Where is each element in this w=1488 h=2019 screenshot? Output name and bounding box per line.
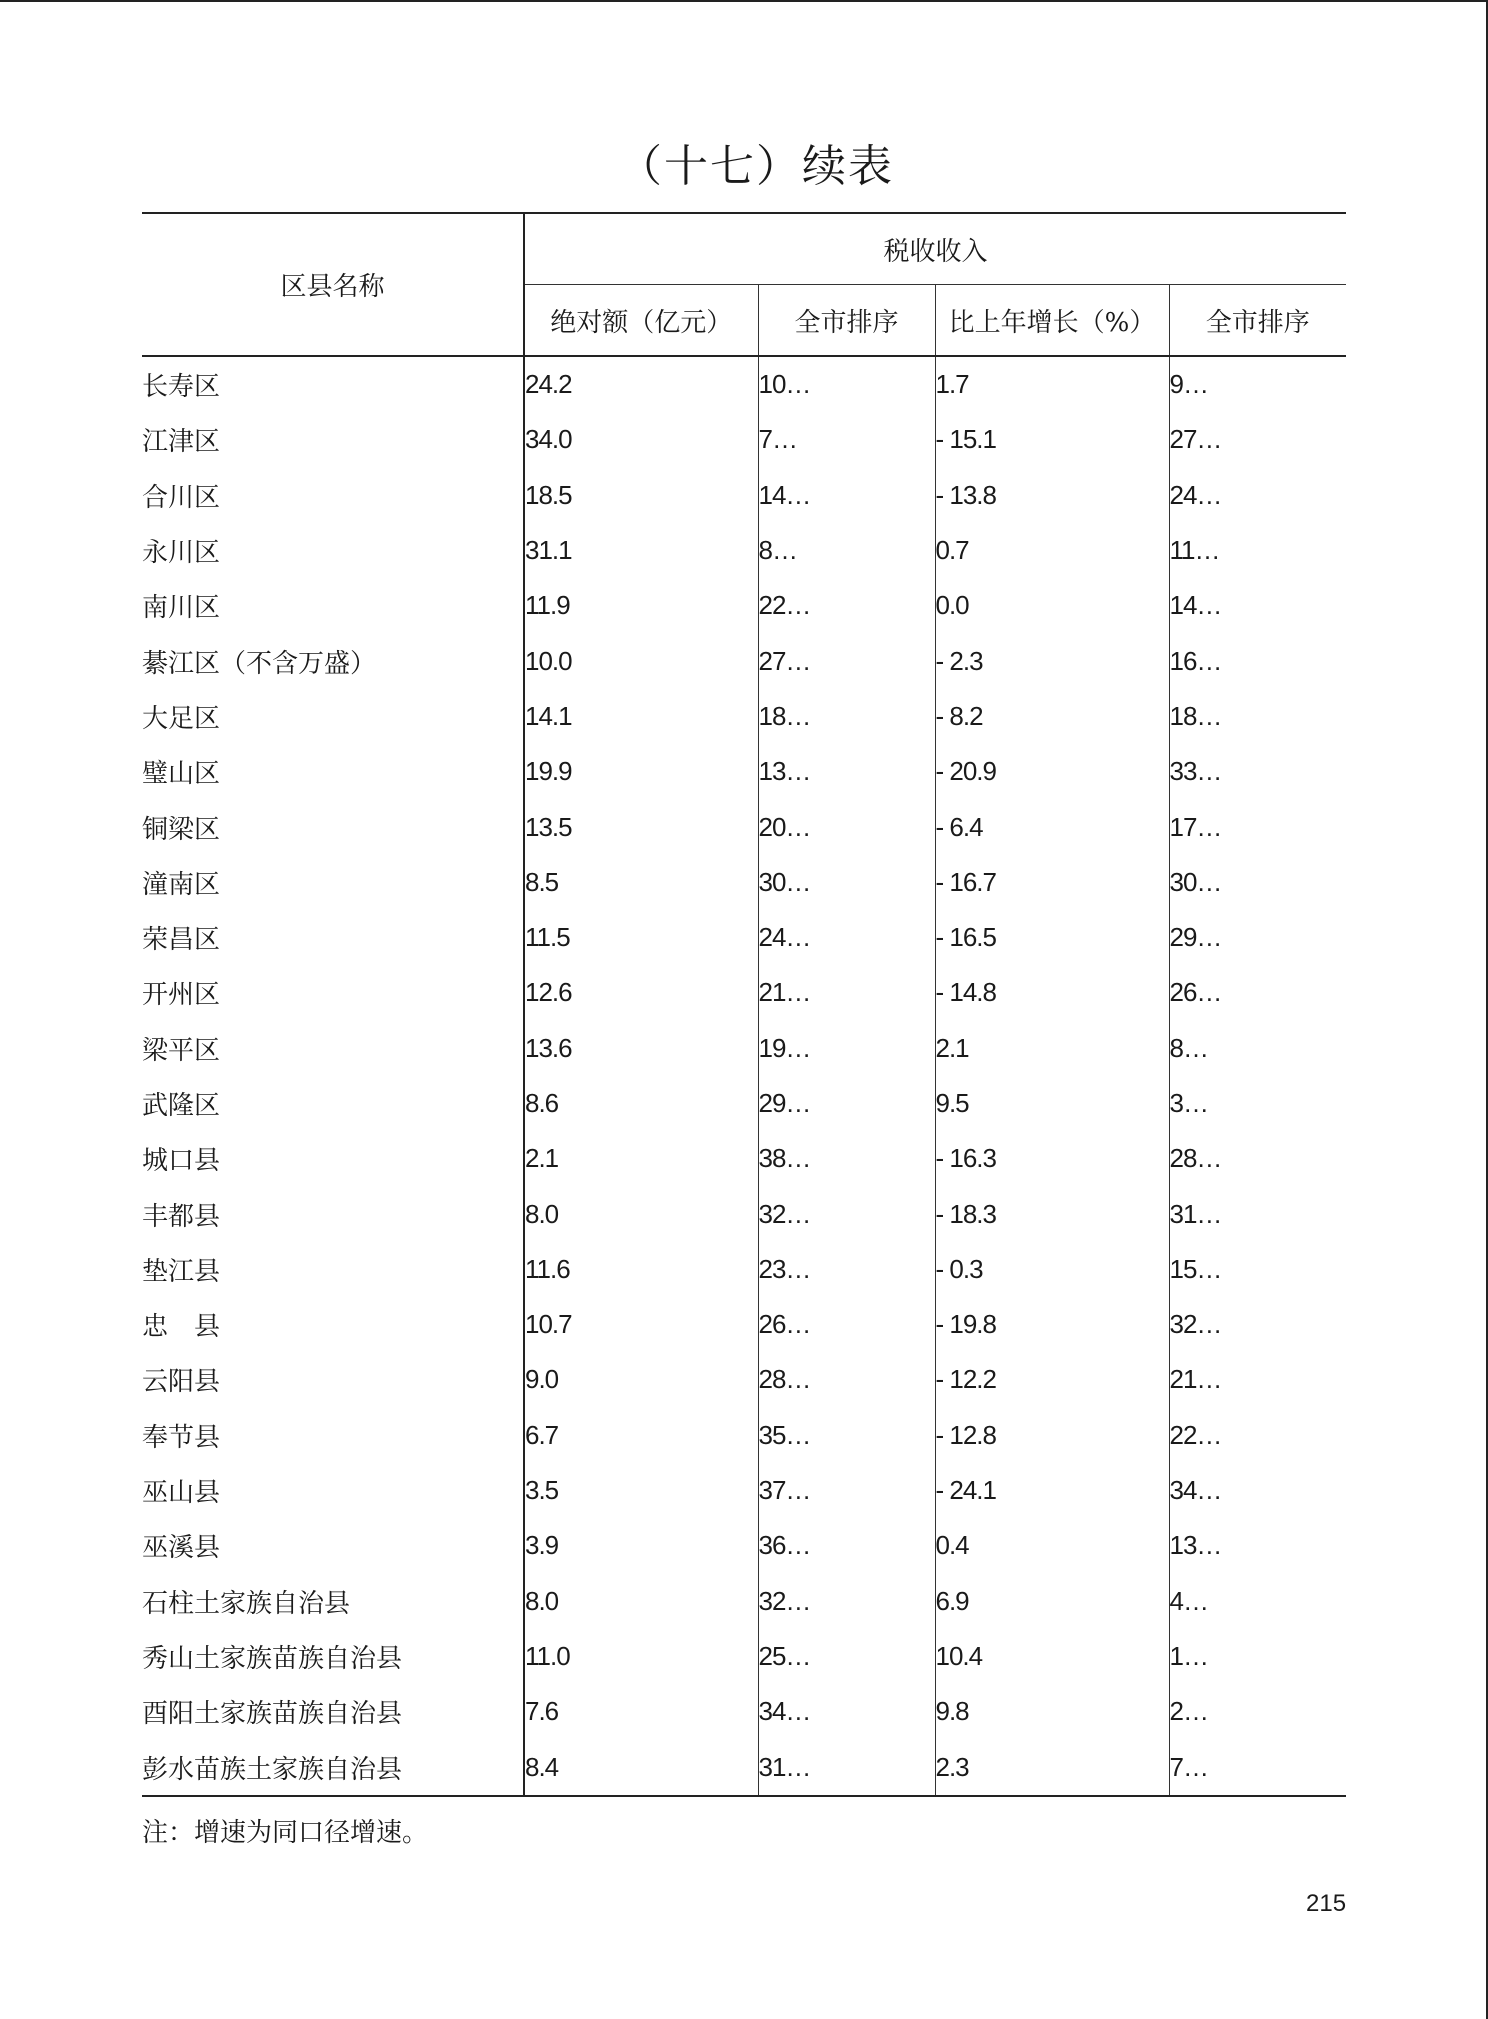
growth-cell: - 19.8 [935, 1297, 1169, 1352]
amount-cell: 11.6 [524, 1242, 758, 1297]
rank-growth-cell: 8… [1169, 1032, 1208, 1063]
district-name: 江津区 [142, 412, 524, 467]
growth-cell: - 16.7 [935, 855, 1169, 910]
amount-cell: 3.5 [524, 1463, 758, 1518]
table-row [142, 744, 1346, 799]
rank-amount-cell: 36… [758, 1518, 935, 1573]
rank-growth-cell: 29… [1169, 922, 1222, 953]
rank-amount-cell: 28… [758, 1352, 935, 1407]
growth-cell: - 13.8 [935, 468, 1169, 523]
amount-cell: 11.9 [524, 578, 758, 633]
growth-cell: - 24.1 [935, 1463, 1169, 1518]
rank-growth-cell: 33… [1169, 756, 1222, 787]
growth-cell: 10.4 [935, 1629, 1169, 1684]
growth-cell: - 15.1 [935, 412, 1169, 467]
tax-revenue-table [142, 212, 1346, 1797]
amount-cell: 8.0 [524, 1574, 758, 1629]
table-row [142, 523, 1346, 578]
rank-growth-cell: 13… [1169, 1530, 1222, 1561]
growth-cell: - 8.2 [935, 689, 1169, 744]
table-row [142, 1131, 1346, 1186]
growth-cell: 2.1 [935, 1021, 1169, 1076]
rank-amount-cell: 18… [758, 689, 935, 744]
table-row [142, 689, 1346, 744]
rank-growth-cell: 2… [1169, 1696, 1208, 1727]
district-name: 城口县 [142, 1131, 524, 1186]
table-row [142, 1629, 1346, 1684]
rank-growth-cell: 24… [1169, 479, 1222, 510]
rank-amount-cell: 35… [758, 1408, 935, 1463]
district-name: 铜梁区 [142, 799, 524, 854]
rank-amount-cell: 24… [758, 910, 935, 965]
district-name: 垫江县 [142, 1242, 524, 1297]
growth-cell: - 6.4 [935, 799, 1169, 854]
rank-amount-cell: 38… [758, 1131, 935, 1186]
table-row [142, 1186, 1346, 1241]
rank-growth-cell: 22… [1169, 1419, 1222, 1450]
rank-amount-cell: 32… [758, 1186, 935, 1241]
district-name: 梁平区 [142, 1021, 524, 1076]
table-row [142, 855, 1346, 910]
table-row [142, 1076, 1346, 1131]
header-region-name: 区县名称 [142, 213, 524, 356]
table-body [142, 356, 1346, 1796]
district-name: 彭水苗族土家族自治县 [142, 1739, 524, 1795]
district-name: 南川区 [142, 578, 524, 633]
header-rank-amount: 全市排序 [758, 285, 935, 357]
rank-growth-cell: 31… [1169, 1198, 1222, 1229]
district-name: 秀山土家族苗族自治县 [142, 1629, 524, 1684]
table-row [142, 910, 1346, 965]
rank-amount-cell: 29… [758, 1076, 935, 1131]
table-row [142, 1242, 1346, 1297]
growth-cell: - 16.5 [935, 910, 1169, 965]
district-name: 云阳县 [142, 1352, 524, 1407]
growth-cell: 6.9 [935, 1574, 1169, 1629]
amount-cell: 8.5 [524, 855, 758, 910]
amount-cell: 19.9 [524, 744, 758, 799]
district-name: 永川区 [142, 523, 524, 578]
amount-cell: 11.5 [524, 910, 758, 965]
amount-cell: 3.9 [524, 1518, 758, 1573]
rank-growth-cell: 9… [1169, 369, 1208, 400]
table-row [142, 799, 1346, 854]
rank-amount-cell: 21… [758, 965, 935, 1020]
district-name: 武隆区 [142, 1076, 524, 1131]
rank-amount-cell: 27… [758, 633, 935, 688]
table-row [142, 578, 1346, 633]
rank-amount-cell: 14… [758, 468, 935, 523]
growth-cell: - 14.8 [935, 965, 1169, 1020]
amount-cell: 10.7 [524, 1297, 758, 1352]
growth-cell: 0.7 [935, 523, 1169, 578]
rank-growth-cell: 28… [1169, 1143, 1222, 1174]
rank-growth-cell: 30… [1169, 866, 1222, 897]
amount-cell: 34.0 [524, 412, 758, 467]
rank-amount-cell: 19… [758, 1021, 935, 1076]
table-row [142, 1518, 1346, 1573]
growth-cell: - 18.3 [935, 1186, 1169, 1241]
amount-cell: 8.0 [524, 1186, 758, 1241]
rank-growth-cell: 26… [1169, 977, 1222, 1008]
district-name: 巫溪县 [142, 1518, 524, 1573]
rank-growth-cell: 3… [1169, 1088, 1208, 1118]
rank-growth-cell: 34… [1169, 1475, 1222, 1506]
rank-amount-cell: 32… [758, 1574, 935, 1629]
rank-growth-cell: 32… [1169, 1309, 1222, 1340]
table-row [142, 1352, 1346, 1407]
header-tax-revenue: 税收收入 [524, 213, 1346, 285]
district-name: 奉节县 [142, 1408, 524, 1463]
growth-cell: - 12.8 [935, 1408, 1169, 1463]
district-name: 长寿区 [142, 356, 524, 412]
rank-growth-cell: 14… [1169, 590, 1222, 621]
amount-cell: 10.0 [524, 633, 758, 688]
district-name: 荣昌区 [142, 910, 524, 965]
page-top-border [0, 0, 1488, 2]
header-rank-growth: 全市排序 [1169, 285, 1346, 357]
table-row [142, 1574, 1346, 1629]
rank-amount-cell: 13… [758, 744, 935, 799]
rank-amount-cell: 23… [758, 1242, 935, 1297]
rank-amount-cell: 30… [758, 855, 935, 910]
growth-cell: 2.3 [935, 1739, 1169, 1795]
growth-cell: - 16.3 [935, 1131, 1169, 1186]
rank-growth-cell: 16… [1169, 645, 1222, 676]
amount-cell: 8.6 [524, 1076, 758, 1131]
amount-cell: 6.7 [524, 1408, 758, 1463]
amount-cell: 12.6 [524, 965, 758, 1020]
amount-cell: 11.0 [524, 1629, 758, 1684]
amount-cell: 31.1 [524, 523, 758, 578]
district-name: 巫山县 [142, 1463, 524, 1518]
amount-cell: 13.5 [524, 799, 758, 854]
rank-amount-cell: 31… [758, 1739, 935, 1795]
table-row [142, 1408, 1346, 1463]
table-row [142, 468, 1346, 523]
growth-cell: - 12.2 [935, 1352, 1169, 1407]
table-header-row [142, 213, 1346, 285]
district-name: 开州区 [142, 965, 524, 1020]
amount-cell: 8.4 [524, 1739, 758, 1795]
rank-growth-cell: 4… [1169, 1585, 1208, 1616]
table-row [142, 1684, 1346, 1739]
rank-growth-cell: 17… [1169, 811, 1222, 842]
amount-cell: 7.6 [524, 1684, 758, 1739]
table-row [142, 356, 1346, 412]
rank-amount-cell: 8… [758, 523, 935, 578]
amount-cell: 14.1 [524, 689, 758, 744]
rank-amount-cell: 7… [758, 412, 935, 467]
district-name: 丰都县 [142, 1186, 524, 1241]
amount-cell: 24.2 [524, 356, 758, 412]
table-row [142, 633, 1346, 688]
growth-cell: 9.8 [935, 1684, 1169, 1739]
district-name: 合川区 [142, 468, 524, 523]
table-row [142, 412, 1346, 467]
amount-cell: 2.1 [524, 1131, 758, 1186]
growth-cell: - 20.9 [935, 744, 1169, 799]
growth-cell: - 2.3 [935, 633, 1169, 688]
growth-cell: 0.0 [935, 578, 1169, 633]
rank-amount-cell: 20… [758, 799, 935, 854]
rank-growth-cell: 21… [1169, 1364, 1222, 1395]
rank-amount-cell: 26… [758, 1297, 935, 1352]
growth-cell: 9.5 [935, 1076, 1169, 1131]
table-row [142, 965, 1346, 1020]
district-name: 璧山区 [142, 744, 524, 799]
amount-cell: 13.6 [524, 1021, 758, 1076]
table-row [142, 1021, 1346, 1076]
rank-growth-cell: 15… [1169, 1253, 1222, 1284]
rank-growth-cell: 1… [1169, 1640, 1208, 1671]
district-name: 酉阳土家族苗族自治县 [142, 1684, 524, 1739]
amount-cell: 9.0 [524, 1352, 758, 1407]
district-name: 石柱土家族自治县 [142, 1574, 524, 1629]
growth-cell: 1.7 [935, 356, 1169, 412]
header-growth-rate: 比上年增长（%） [935, 285, 1169, 357]
header-absolute-amount: 绝对额（亿元） [524, 285, 758, 357]
amount-cell: 18.5 [524, 468, 758, 523]
page-number: 215 [1306, 1890, 1347, 1917]
district-name: 忠 县 [142, 1297, 524, 1352]
rank-growth-cell: 27… [1169, 424, 1222, 455]
rank-growth-cell: 11… [1169, 535, 1220, 566]
district-name: 大足区 [142, 689, 524, 744]
table-row [142, 1739, 1346, 1795]
rank-amount-cell: 22… [758, 578, 935, 633]
table-row [142, 1463, 1346, 1518]
rank-amount-cell: 25… [758, 1629, 935, 1684]
rank-amount-cell: 34… [758, 1684, 935, 1739]
rank-amount-cell: 10… [758, 356, 935, 412]
district-name: 綦江区（不含万盛） [142, 633, 524, 688]
table-footnote: 注：增速为同口径增速。 [142, 1818, 429, 1848]
rank-amount-cell: 37… [758, 1463, 935, 1518]
district-name: 潼南区 [142, 855, 524, 910]
growth-cell: 0.4 [935, 1518, 1169, 1573]
rank-growth-cell: 7… [1169, 1739, 1346, 1795]
page-title: （十七）续表 [618, 141, 894, 192]
table-row [142, 1297, 1346, 1352]
growth-cell: - 0.3 [935, 1242, 1169, 1297]
rank-growth-cell: 18… [1169, 700, 1222, 731]
